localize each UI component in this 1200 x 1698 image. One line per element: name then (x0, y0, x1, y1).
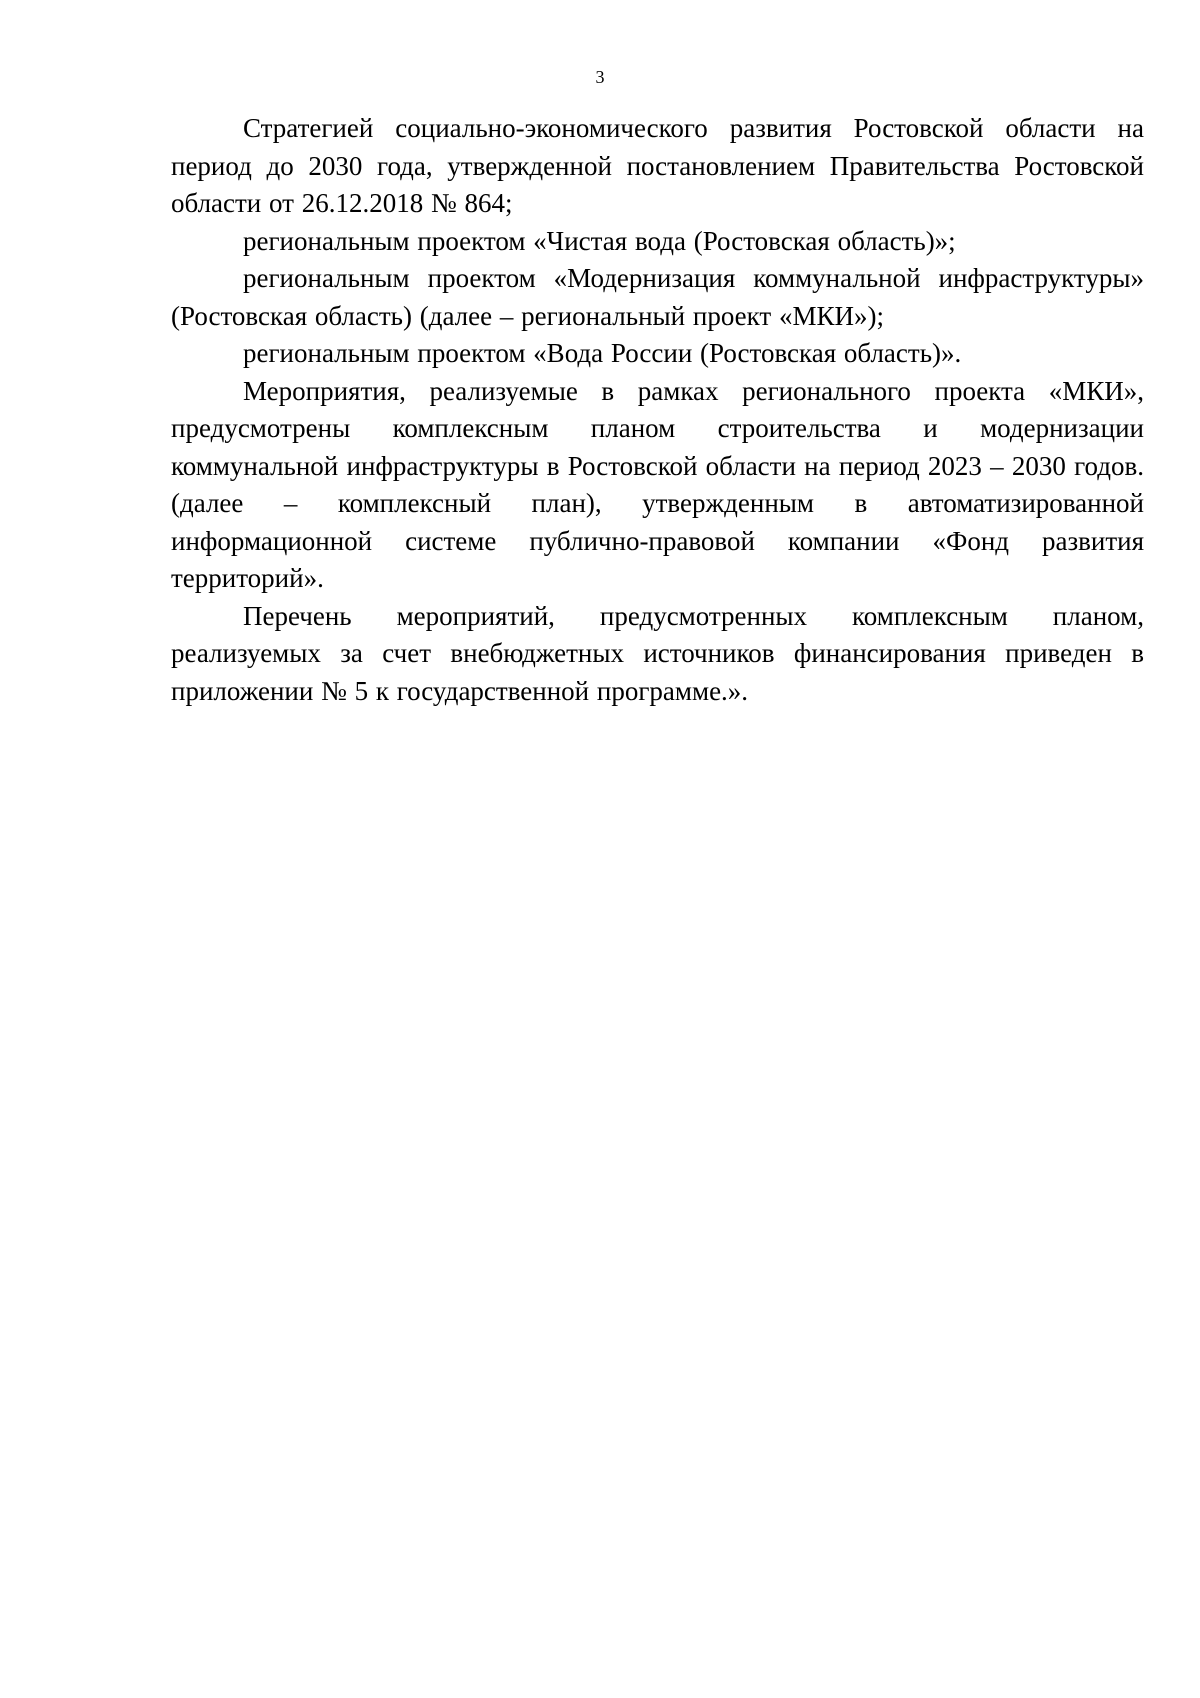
page-number: 3 (595, 67, 605, 87)
paragraph-water-of-russia-project: региональным проектом «Вода России (Ростовская область)». (243, 338, 962, 368)
paragraph-mki-measures: Мероприятия, реализуемые в рамках регионального проекта «МКИ», предусмотрены комплексным планом строительства и модернизации коммунальной инфраструктуры в Ростовской области на период 2023 – 2030 годов. (далее – комплексный план), утвержденным в автоматизированной информационной системе публично-правовой компании «Фонд развития территорий». (171, 375, 1144, 593)
paragraph-measures-list: Перечень мероприятий, предусмотренных комплексным планом, реализуемых за счет внебюджетных источников финансирования приведен в приложении № 5 к государственной программе.». (171, 600, 1144, 706)
paragraph-strategy: Стратегией социально-экономического развития Ростовской области на период до 2030 года, утвержденной постановлением Правительства Ростовской области от 26.12.2018 № 864; (171, 113, 1144, 218)
paragraph-mki-project: региональным проектом «Модернизация коммунальной инфраструктуры» (Ростовская область) (далее – региональный проект «МКИ»); (171, 263, 1144, 331)
paragraph-clean-water-project: региональным проектом «Чистая вода (Ростовская область)»; (243, 225, 956, 256)
document-body (171, 110, 1144, 710)
